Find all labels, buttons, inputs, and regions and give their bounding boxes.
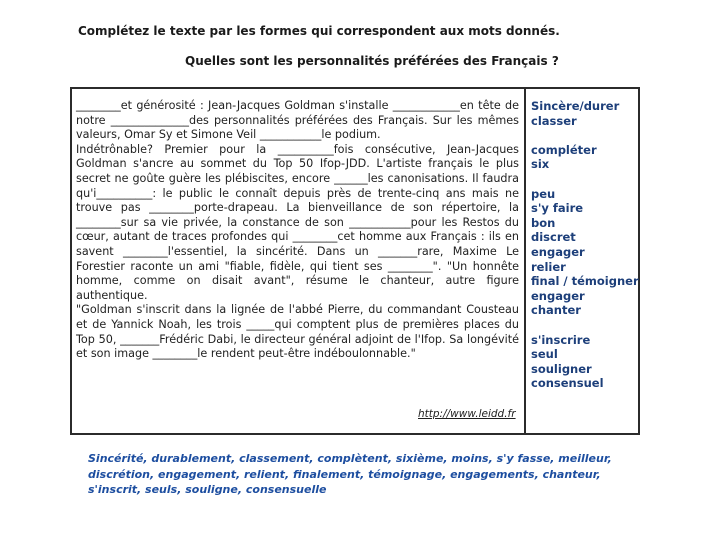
word-item: engager — [531, 288, 585, 303]
word-item: six — [531, 157, 550, 172]
exercise-title: Quelles sont les personnalités préférées des Français ? — [185, 54, 559, 68]
word-item: engager — [531, 244, 585, 259]
word-item: souligner — [531, 361, 592, 376]
word-item: Sincère/durer — [531, 99, 620, 113]
word-item: peu — [531, 186, 556, 201]
word-item: relier — [531, 259, 566, 274]
word-item: bon — [531, 215, 556, 230]
source-link[interactable]: http://www.leidd.fr — [418, 408, 516, 420]
word-item — [531, 318, 637, 333]
word-item — [531, 172, 637, 187]
word-item: consensuel — [531, 376, 604, 391]
word-item: s'y faire — [531, 201, 584, 216]
instructions-heading: Complétez le texte par les formes qui correspondent aux mots donnés. — [78, 24, 560, 38]
exercise-text — [76, 99, 519, 362]
answer-key: Sincérité, durablement, classement, complètent, sixième, moins, s'y fasse, meilleur, discrétion, engagement, relient, finalement, témoignage, engagements, chanteur, s'inscrit, seuls, souligne, consensuelle — [88, 452, 612, 496]
word-item: s'inscrire — [531, 332, 591, 347]
paragraph-1: ________et générosité : Jean-Jacques Goldman s'installe ____________en tête de notre ______________des personnalités préférées des Français. Sur les mêmes valeurs, Omar Sy et Simone Veil ___________le podium. — [76, 99, 519, 142]
word-item: compléter — [531, 142, 597, 157]
column-divider — [524, 87, 526, 435]
word-item — [531, 128, 637, 143]
word-item: final / témoigner — [531, 274, 639, 289]
word-item: discret — [531, 230, 576, 245]
word-item: chanter — [531, 303, 581, 318]
paragraph-3: "Goldman s'inscrit dans la lignée de l'abbé Pierre, du commandant Cousteau et de Yannick Noah, les trois _____qui comptent plus de premières places du Top 50, _______Frédéric Dabi, le directeur général adjoint de l'Ifop. Sa longévité et son image ________le rendent peut-être indéboulonnable." — [76, 303, 519, 361]
word-item: seul — [531, 347, 558, 362]
word-item: classer — [531, 113, 577, 128]
paragraph-2: Indétrônable? Premier pour la __________fois consécutive, Jean-Jacques Goldman s'ancre au sommet du Top 50 Ifop-JDD. L'artiste français le plus secret ne goûte guère les plébiscites, encore ______les canonisations. Il faudra qu'i__________: le public le connaît depuis près de trente-cinq ans mais ne trouve pas ________porte-drapeau. La bienveillance de son répertoire, la ________sur sa vie privée, la constance de son ___________pour les Restos du cœur, autant de traces profondes qui ________cet homme aux Français : ils en savent ________l'essentiel, la sincérité. Dans un _______rare, Maxime Le Forestier raconte un ami "fiable, fidèle, qui tient ses ________". "Un honnête homme, comme on disait avant", résume le chanteur, autre figure authentique. — [76, 142, 519, 302]
word-list — [531, 99, 637, 391]
